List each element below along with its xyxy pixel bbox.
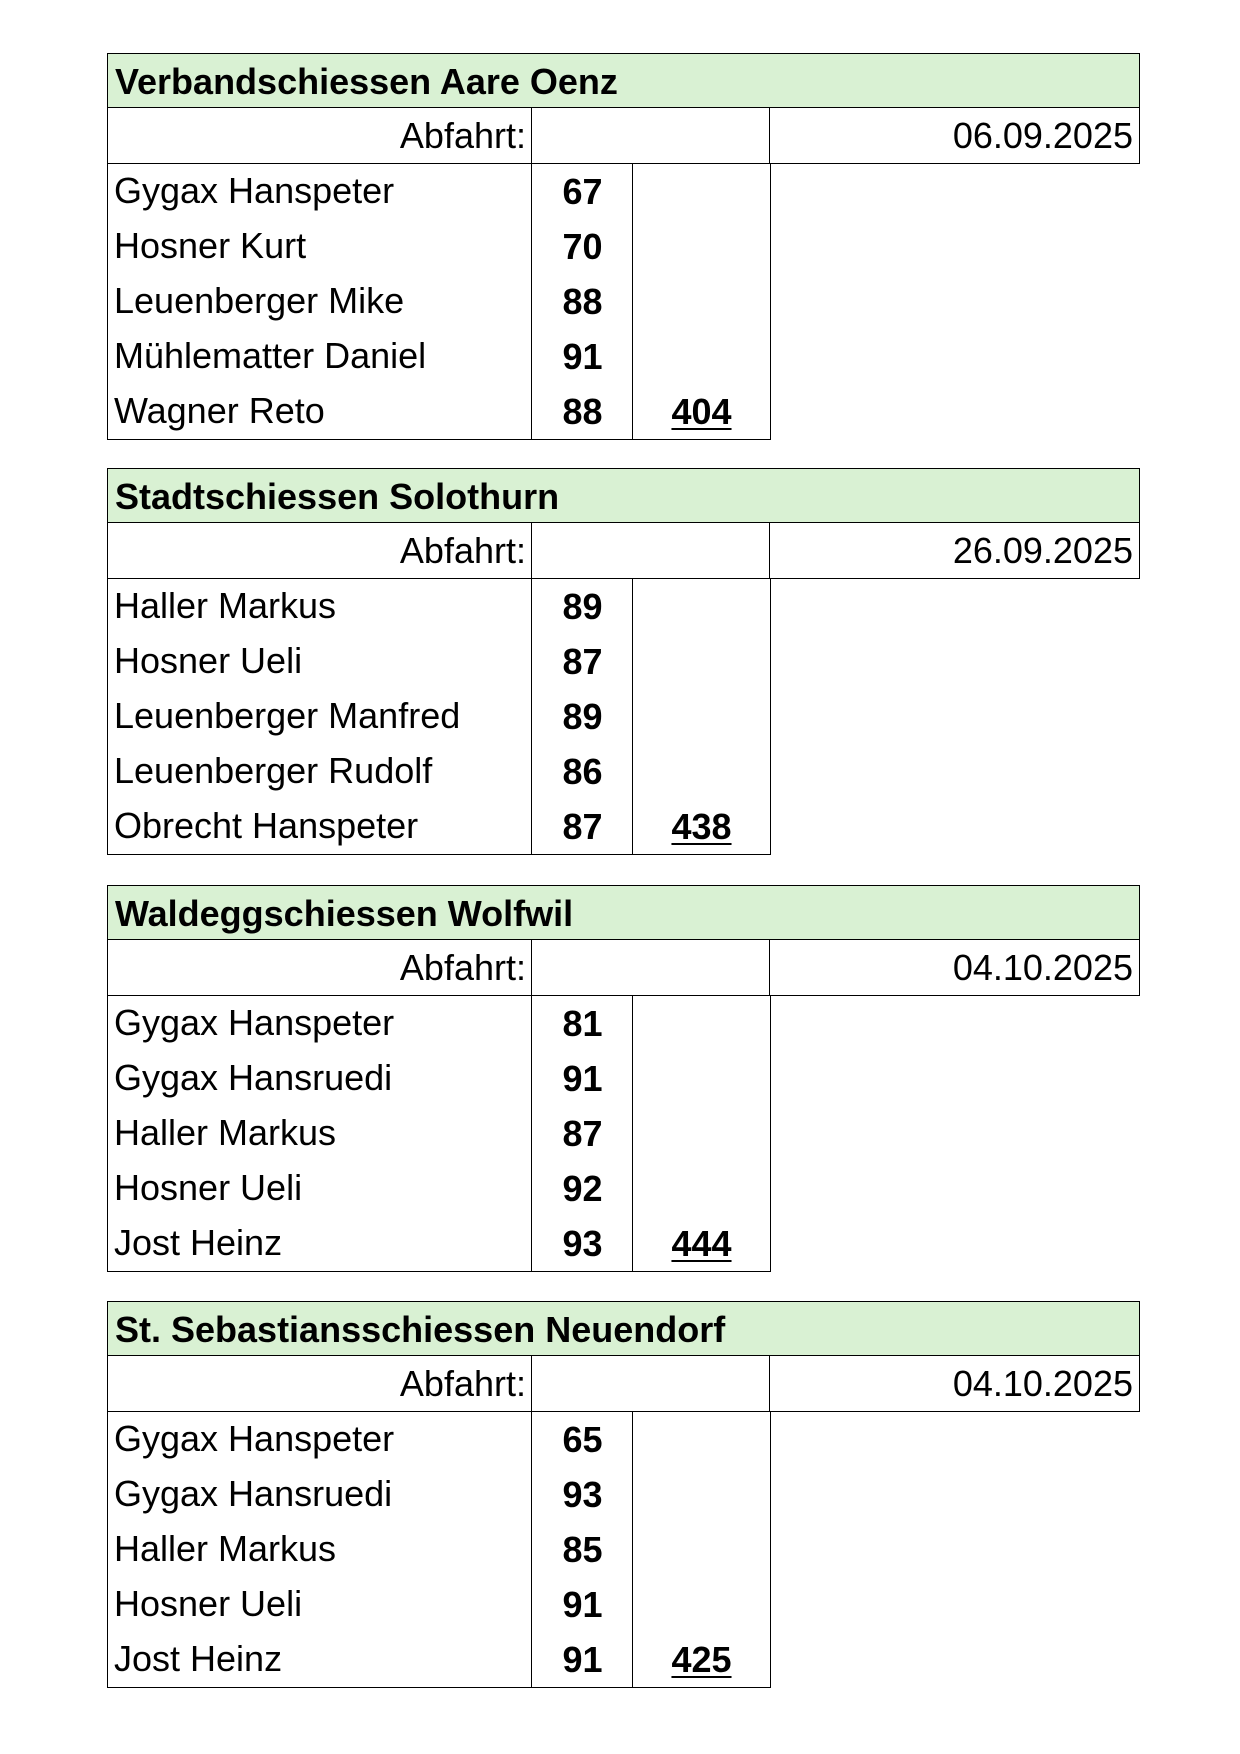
result-row (107, 1051, 771, 1107)
shooter-name: Leuenberger Rudolf (107, 744, 533, 800)
departure-time-cell (531, 108, 771, 164)
departure-label: Abfahrt: (107, 1356, 533, 1412)
departure-label: Abfahrt: (107, 108, 533, 164)
departure-time-cell (531, 940, 771, 996)
total-cell (632, 1577, 771, 1633)
team-total (632, 384, 771, 440)
event-date: 04.10.2025 (769, 1356, 1140, 1412)
event-date: 06.09.2025 (769, 108, 1140, 164)
departure-label: Abfahrt: (107, 940, 533, 996)
team-total (632, 1216, 771, 1272)
team-total-value: 425 (671, 1639, 732, 1680)
result-row (107, 164, 771, 220)
total-cell (632, 1467, 771, 1523)
total-cell (632, 274, 771, 330)
shooter-name: Gygax Hanspeter (107, 164, 533, 220)
team-total (632, 1632, 771, 1688)
shooter-score: 81 (531, 996, 634, 1052)
team-total-value: 438 (671, 806, 732, 847)
result-row (107, 799, 771, 855)
shooter-name: Hosner Ueli (107, 634, 533, 690)
total-cell (632, 579, 771, 635)
departure-row (107, 1356, 1140, 1412)
shooter-name: Jost Heinz (107, 1216, 533, 1272)
event-title: Waldeggschiessen Wolfwil (107, 885, 1140, 940)
total-cell (632, 164, 771, 220)
departure-time-cell (531, 523, 771, 579)
shooter-name: Gygax Hanspeter (107, 996, 533, 1052)
shooter-score: 89 (531, 689, 634, 745)
result-row (107, 1467, 771, 1523)
result-row (107, 1161, 771, 1217)
shooter-name: Gygax Hanspeter (107, 1412, 533, 1468)
shooter-name: Hosner Ueli (107, 1161, 533, 1217)
shooter-name: Mühlematter Daniel (107, 329, 533, 385)
shooter-score: 91 (531, 1577, 634, 1633)
shooter-name: Obrecht Hanspeter (107, 799, 533, 855)
shooter-score: 87 (531, 1106, 634, 1162)
result-row (107, 1216, 771, 1272)
total-cell (632, 219, 771, 275)
event-date: 04.10.2025 (769, 940, 1140, 996)
result-row (107, 219, 771, 275)
total-cell (632, 689, 771, 745)
shooter-score: 85 (531, 1522, 634, 1578)
total-cell (632, 996, 771, 1052)
team-total (632, 799, 771, 855)
shooter-name: Hosner Kurt (107, 219, 533, 275)
departure-row (107, 523, 1140, 579)
shooter-score: 93 (531, 1467, 634, 1523)
total-cell (632, 1106, 771, 1162)
total-cell (632, 1161, 771, 1217)
result-row (107, 689, 771, 745)
result-row (107, 744, 771, 800)
total-cell (632, 1051, 771, 1107)
shooter-score: 88 (531, 384, 634, 440)
shooter-score: 93 (531, 1216, 634, 1272)
shooter-score: 70 (531, 219, 634, 275)
shooter-score: 91 (531, 1051, 634, 1107)
departure-row (107, 940, 1140, 996)
event-title: St. Sebastiansschiessen Neuendorf (107, 1301, 1140, 1356)
result-row (107, 579, 771, 635)
departure-row (107, 108, 1140, 164)
shooter-score: 67 (531, 164, 634, 220)
total-cell (632, 329, 771, 385)
shooter-name: Gygax Hansruedi (107, 1051, 533, 1107)
shooter-score: 87 (531, 799, 634, 855)
event-title: Verbandschiessen Aare Oenz (107, 53, 1140, 108)
shooter-name: Haller Markus (107, 1522, 533, 1578)
result-row (107, 996, 771, 1052)
result-row (107, 1106, 771, 1162)
shooter-score: 89 (531, 579, 634, 635)
event-title: Stadtschiessen Solothurn (107, 468, 1140, 523)
shooter-score: 65 (531, 1412, 634, 1468)
result-row (107, 1577, 771, 1633)
result-row (107, 1632, 771, 1688)
shooter-score: 91 (531, 1632, 634, 1688)
result-row (107, 274, 771, 330)
total-cell (632, 744, 771, 800)
shooter-name: Leuenberger Manfred (107, 689, 533, 745)
departure-time-cell (531, 1356, 771, 1412)
result-row (107, 329, 771, 385)
shooter-name: Gygax Hansruedi (107, 1467, 533, 1523)
total-cell (632, 634, 771, 690)
shooter-score: 88 (531, 274, 634, 330)
shooter-name: Haller Markus (107, 579, 533, 635)
team-total-value: 404 (671, 391, 732, 432)
shooter-score: 87 (531, 634, 634, 690)
shooter-name: Jost Heinz (107, 1632, 533, 1688)
total-cell (632, 1522, 771, 1578)
shooter-score: 86 (531, 744, 634, 800)
departure-label: Abfahrt: (107, 523, 533, 579)
shooter-name: Leuenberger Mike (107, 274, 533, 330)
shooter-score: 92 (531, 1161, 634, 1217)
shooter-name: Wagner Reto (107, 384, 533, 440)
event-date: 26.09.2025 (769, 523, 1140, 579)
team-total-value: 444 (671, 1223, 732, 1264)
shooter-name: Haller Markus (107, 1106, 533, 1162)
shooter-name: Hosner Ueli (107, 1577, 533, 1633)
result-row (107, 1412, 771, 1468)
result-row (107, 634, 771, 690)
result-row (107, 384, 771, 440)
result-row (107, 1522, 771, 1578)
total-cell (632, 1412, 771, 1468)
shooter-score: 91 (531, 329, 634, 385)
